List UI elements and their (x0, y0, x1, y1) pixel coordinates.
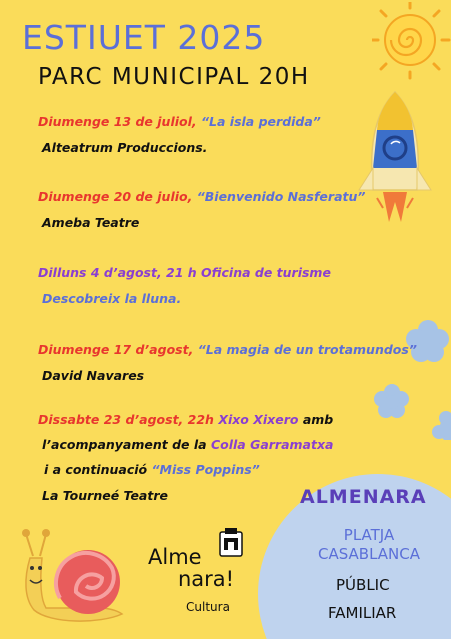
venue-place-line1: PLATJA (343, 526, 395, 544)
audience-line1: PÚBLIC (336, 576, 390, 594)
event-1-line1 (38, 114, 321, 130)
event-text: Diumenge 17 d’agost, (38, 342, 194, 357)
event-3-line2 (42, 291, 181, 307)
crest-icon (218, 528, 244, 558)
event-5-line2 (42, 437, 333, 453)
event-4-line1 (38, 342, 417, 358)
event-text: “La isla perdida” (201, 114, 321, 129)
audience-line2: FAMILIAR (328, 604, 397, 622)
event-text: Diumenge 20 de julio, (38, 189, 193, 204)
event-text: La Tourneé Teatre (42, 488, 168, 503)
event-text: Descobreix la lluna. (42, 291, 182, 306)
event-2-line2 (42, 215, 139, 231)
event-text: “Bienvenido Nasferatu” (196, 189, 366, 204)
page-subtitle: PARC MUNICIPAL 20H (38, 64, 310, 90)
snail-icon (10, 528, 130, 628)
event-5-line3 (44, 462, 260, 478)
event-text: l’acompanyament de la (42, 437, 207, 452)
rocket-icon (355, 90, 435, 225)
logo-line2: nara! (178, 567, 235, 591)
event-text: Xixo Xixero (218, 412, 299, 427)
event-5-line1 (38, 412, 333, 428)
event-5-line4 (42, 488, 168, 504)
venue-town: ALMENARA (300, 486, 427, 508)
venue-place (318, 526, 420, 564)
flower-icon (373, 382, 411, 420)
event-text: Colla Garramatxa (210, 437, 334, 452)
event-text: Alteatrum Produccions. (42, 140, 208, 155)
event-text: David Navares (42, 368, 145, 383)
event-text: “La magia de un trotamundos” (197, 342, 417, 357)
event-1-line2 (42, 140, 207, 156)
event-text: “Miss Poppins” (151, 462, 260, 477)
event-text: Dilluns 4 d’agost, 21 h Oficina de turisme (38, 265, 331, 280)
event-text: i a continuació (44, 462, 148, 477)
event-text: amb (302, 412, 334, 427)
logo-line1: Alme (148, 545, 202, 569)
logo-sub: Cultura (186, 600, 230, 614)
event-2-line1 (38, 189, 365, 205)
venue-place-line2: CASABLANCA (318, 545, 421, 563)
event-3-line1 (38, 265, 331, 281)
sun-icon (372, 2, 451, 80)
event-text: Ameba Teatre (42, 215, 140, 230)
event-text: Dissabte 23 d’agost, 22h (38, 412, 214, 427)
flower-icon (432, 410, 451, 440)
event-4-line2 (42, 368, 144, 384)
page-title: ESTIUET 2025 (22, 18, 266, 57)
event-text: Diumenge 13 de juliol, (38, 114, 197, 129)
